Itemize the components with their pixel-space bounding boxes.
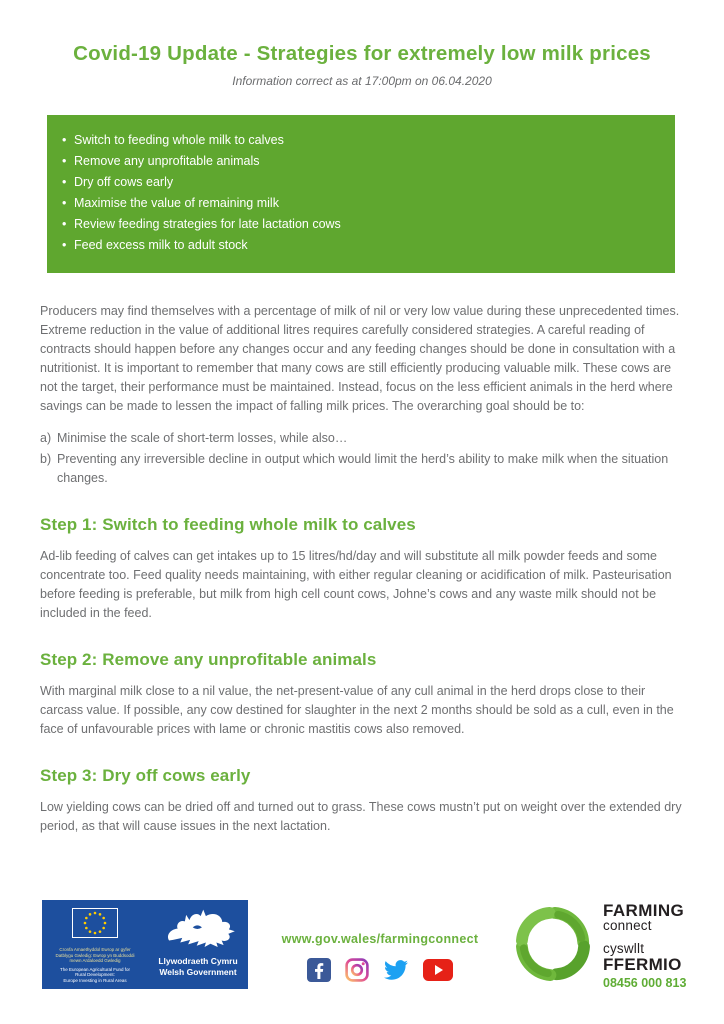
list-item <box>40 429 686 448</box>
welsh-government-block <box>148 900 248 989</box>
summary-item: • Switch to feeding whole milk to calves <box>62 130 655 151</box>
summary-item: • Maximise the value of remaining milk <box>62 193 655 214</box>
eu-funding-caption <box>42 947 148 983</box>
list-text: Minimise the scale of short-term losses, while also… <box>57 431 348 445</box>
list-item <box>40 450 686 488</box>
summary-box <box>47 115 675 273</box>
twitter-icon[interactable] <box>383 958 409 982</box>
eu-caption-welsh: Cronfa Amaethyddol Ewrop ar gyfer Datblygu Gwledig: Ewrop yn Buddsoddi mewn Ardaloedd Gwledig <box>55 947 135 963</box>
goal-list <box>40 429 686 488</box>
list-marker: a) <box>40 431 52 445</box>
step-3-heading: Step 3: Dry off cows early <box>40 766 251 785</box>
facebook-icon[interactable] <box>307 958 331 982</box>
youtube-icon[interactable] <box>423 959 453 981</box>
page-subtitle: Information correct as at 17:00pm on 06.04.2020 <box>232 74 492 88</box>
farming-connect-wordmark: FARMING connect cyswllt FFERMIO 08456 000 813 <box>603 901 687 990</box>
phone-number: 08456 000 813 <box>603 976 687 990</box>
footer <box>0 896 724 1024</box>
intro-paragraph: Producers may find themselves with a percentage of milk of nil or very low value during these unprecedented times. Extreme reduction in the value of additional litres requires carefully considered strategies. A careful reading of contracts should happen before any changes occur and any feeding changes should be done in consultation with a nutritionist. It is important to remember that many cows are still efficiently producing valuable milk. These cows are not the target, their performance must be maintained. Instead, focus on the less efficient animals in the herd where savings can be made to lessen the impact of falling milk prices. The overarching goal should be to: <box>40 304 680 413</box>
header <box>0 0 724 88</box>
eu-funding-block <box>42 900 148 989</box>
step-1-body: Ad-lib feeding of calves can get intakes up to 15 litres/hd/day and will substitute all milk powder feeds and some concentrate too. Feed quality needs maintaining, with either regular cleaning or acidification of milk. Pasteurisation before feeding is preferable, but milk from high cell count cows, Johne’s cows and any waste milk should not be included in the feed. <box>40 549 672 620</box>
list-marker: b) <box>40 452 52 466</box>
social-icons <box>250 958 510 982</box>
page-title: Covid-19 Update - Strategies for extremely low milk prices <box>73 42 651 65</box>
eu-flag-icon <box>72 907 118 939</box>
footer-center <box>250 930 510 982</box>
welsh-dragon-icon <box>158 905 238 951</box>
instagram-icon[interactable] <box>345 958 369 982</box>
step-2-body: With marginal milk close to a nil value, the net-present-value of any cull animal in the herd drops close to their carcass value. If possible, any cow destined for slaughter in the next 2 months should be sold as a cull, even in the face of unfavourable prices with lame or chronic mastitis cows also removed. <box>40 684 674 736</box>
farming-connect-swirl-icon <box>511 900 595 988</box>
summary-item: • Feed excess milk to adult stock <box>62 235 655 256</box>
summary-item: • Dry off cows early <box>62 172 655 193</box>
step-3-body: Low yielding cows can be dried off and turned out to grass. These cows mustn’t put on weight over the extended dry period, as that will cause issues in the next lactation. <box>40 800 682 833</box>
step-2-heading: Step 2: Remove any unprofitable animals <box>40 650 377 669</box>
welsh-government-wordmark: Llywodraeth Cymru Welsh Government <box>158 956 238 977</box>
summary-list <box>62 130 655 256</box>
summary-item: • Remove any unprofitable animals <box>62 151 655 172</box>
eu-caption-english: The European Agricultural Fund for Rural Development: Europe Investing in Rural Areas <box>59 966 131 983</box>
website-link[interactable]: www.gov.wales/farmingconnect <box>281 932 479 946</box>
farming-connect-logo <box>511 898 686 990</box>
summary-item: • Review feeding strategies for late lactation cows <box>62 214 655 235</box>
list-text: Preventing any irreversible decline in output which would limit the herd’s ability to make milk when the situation changes. <box>57 452 669 485</box>
step-1-heading: Step 1: Switch to feeding whole milk to calves <box>40 515 416 534</box>
body-copy <box>40 302 686 836</box>
eu-welsh-gov-logo <box>42 900 248 989</box>
